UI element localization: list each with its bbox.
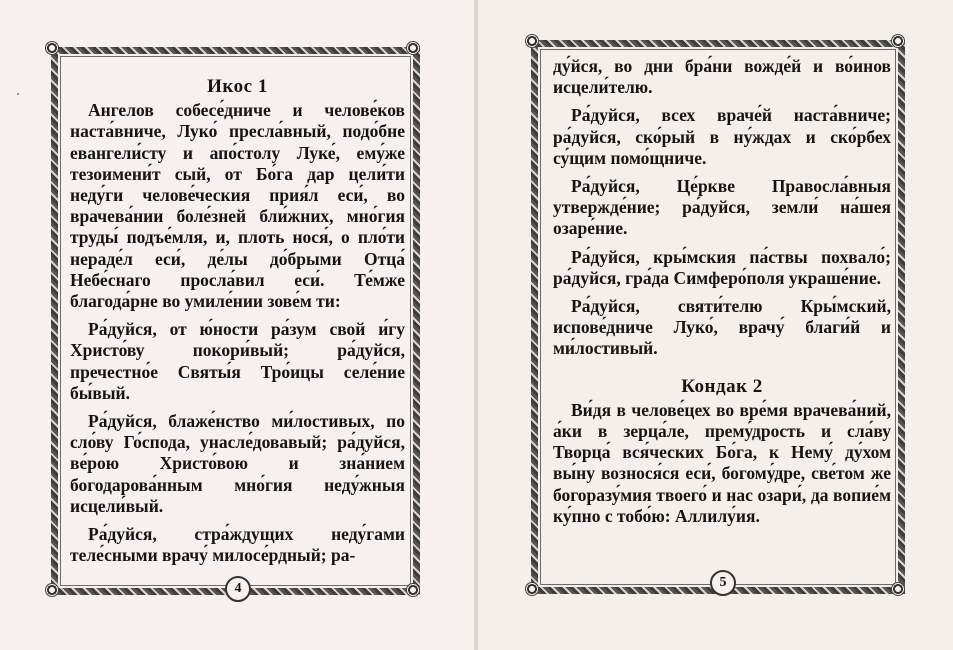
right-page xyxy=(478,0,953,650)
kondak-title: Кондак 2 xyxy=(681,375,763,397)
frame-corner-ornament xyxy=(45,583,59,597)
right-page-text xyxy=(553,56,891,534)
frame-corner-ornament xyxy=(406,41,420,55)
ikos-paragraph: Ра́дуйся, блаже́нство ми́лостивых, по сло́ву Го́спода, унасле́довавый; ра́дуйся, ве́рою Христо́вою и зна́нием богодарова́нным мно́гия неду́жныя исцели́вый. xyxy=(70,411,405,516)
ikos-paragraph: Ра́дуйся, кры́мския па́ствы похвало́; ра́дуйся, гра́да Симферо́поля украше́ние. xyxy=(553,246,891,288)
ikos-title: Икос 1 xyxy=(207,76,268,97)
frame-corner-ornament xyxy=(891,34,905,48)
print-speck xyxy=(17,93,19,95)
frame-corner-ornament xyxy=(525,582,539,596)
frame-corner-ornament xyxy=(406,583,420,597)
ikos-paragraph: Ангелов собесе́дниче и челове́ков наста́вниче, Луко́ пресла́вный, подо́бне евангели́сту и апо́столу Луке́, ему́же тезоимени́т сый, от Бо́га дар цели́ти неду́ги челове́ческия прия́л еси́, во врачева́нии боле́зней бли́жних, мно́гия труды́ подъе́мля, и, плоть нося́, о пло́ти нераде́л еси́, де́лы до́брыми Отца́ Небе́снаго просла́вил еси́. Те́мже благода́рне во умиле́нии зове́м ти: xyxy=(70,100,405,312)
left-page xyxy=(0,0,476,650)
ikos-paragraph: Ра́дуйся, святи́телю Кры́мский, испове́дниче Луко́, врачу́ благи́й и ми́лостивый. xyxy=(553,296,891,359)
page-number: 4 xyxy=(225,576,251,602)
ikos-continuation: ду́йся, во дни бра́ни вожде́й и во́инов исцели́телю. xyxy=(553,56,891,98)
frame-corner-ornament xyxy=(891,582,905,596)
frame-corner-ornament xyxy=(525,34,539,48)
ikos-paragraph: Ра́дуйся, стра́ждущих неду́гами теле́сными врачу́ милосе́рдный; ра- xyxy=(70,524,405,566)
frame-corner-ornament xyxy=(45,41,59,55)
ikos-paragraph: Ра́дуйся, от ю́ности ра́зум свой и́гу Христо́ву покори́вый; ра́дуйся, пречестно́е Святы́я Тро́ицы селе́ние бы́вый. xyxy=(70,319,405,403)
ikos-paragraph: Ра́дуйся, всех враче́й наста́вниче; ра́дуйся, ско́рый в ну́ждах и ско́рбех су́щим помо́щниче. xyxy=(553,105,891,168)
page-number: 5 xyxy=(710,570,736,596)
left-page-text xyxy=(70,76,405,573)
ikos-paragraph: Ра́дуйся, Це́ркве Правосла́вныя утвержде́ние; ра́дуйся, земли́ на́шея озаре́ние. xyxy=(553,176,891,239)
kondak-paragraph: Ви́дя в челове́цех во вре́мя врачева́ний, а́ки в зерца́ле, прему́дрость и сла́ву Творца́ вся́ческих Бо́га, к Нему́ ду́хом вы́ну вознося́ся еси́, богому́дре, све́том же богоразу́мия твоего́ и нас озари́, да вопие́м ку́пно с тобо́ю: Аллилу́ия. xyxy=(553,399,891,526)
